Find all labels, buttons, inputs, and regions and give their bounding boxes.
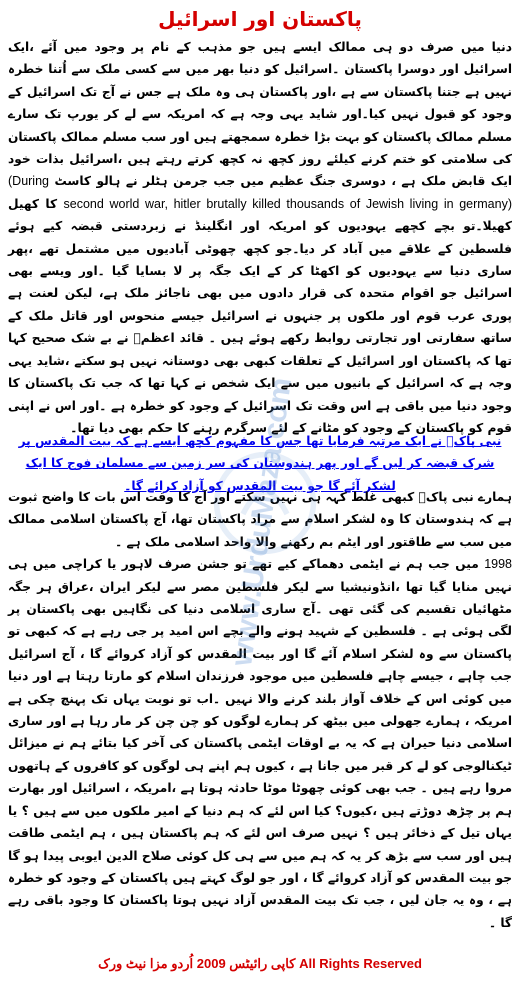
paragraph-body-text: ہمارے نبی پاکؐ کبھی غلط کہہ ہی نہیں سکتے اور آج کا وقت اس بات کا واضح ثبوت ہے کہ ہندوستان کا وہ لشکر اسلام سے مراد پاکستان تھا، آج پاکستان اسلامی ممالک میں سب سے طاقتور اور ایٹم بم رکھنے والا واحد اسلامی ملک ہے ۔ bbox=[8, 490, 512, 549]
paragraph-body bbox=[8, 486, 512, 936]
copyright-footer: کاپی رائیٹس 2009 اُردو مزا نیٹ ورک All Rights Reserved bbox=[98, 956, 422, 971]
paragraph-body-continued: میں جب ہم نے ایٹمی دھماکے کیے تھے تو جشن صرف لاہور یا کراچی میں ہی نہیں منایا گیا تھا ،انڈونیشیا سے لیکر فلسطین مصر سے لیکر ایران ،عراق ہر جگہ مٹھائیاں تقسیم کی گئی تھی ۔آج ساری اسلامی دنیا کی نگاہیں بھی پاکستان پر لگی ہوئی ہے ۔ فلسطین کے شہید ہونے والے بچے اس امید پر جی رہے ہے کہ کبھی تو پاکستان سے وہ لشکر اسلام آئے گا اور بیت المقدس کو آزاد کروائے گا ، آج اسرائیل جب چاہے ، جیسے چاہے فلسطین میں موجود فرزندان اسلام کو مارتا رہتا ہے اور دنیا میں کوئی اس کے خلاف آواز بلند کرنے والا نہیں ۔اب تو نوبت یہاں تک پہنچ چکی ہے امریکہ ، ہمارے جھولی میں بیٹھ کر ہمارے لوگوں کو چن چن کر مار رہا ہے اور ساری اسلامی دنیا حیران ہے کہ یہ بے اوقات ایٹمی پاکستان کی آخر کیا بتائے ہم نے میزائل ٹیکنالوجی کو لے کر قبر میں جانا ہے ، کیوں ہم اپنے ہی لوگوں کو کافروں کے ہاتھوں مروا رہے ہیں ۔ جب بھی کوئی چھوٹا موٹا حادثہ ہوتا ہے ،امریکہ ، اسرائیل اور بھارت ہم پر چڑھ دوڑتے ہیں ،کیوں؟ کیا اس لئے کہ ہم دنیا کے امیر ملکوں میں سے ہیں ؟ یا یہاں تیل کے ذخائر ہیں ؟ نہیں صرف اس لئے کہ ہم پاکستان ہیں ، ہم ایٹمی طاقت ہیں اور سب سے بڑھ کر یہ کہ ہم میں سے ہی کل کوئی صلاح الدین ایوبی پیدا ہو گا جو بیت المقدس کو آزاد کروائے گا ، اور جو لوگ کہتے ہیں پاکستان کے وجود کو خطرہ ہے ، وہ یہ جان لیں ، جب تک بیت المقدس آزاد نہیں ہوتا پاکستان کا وجود باقی رہے گا ۔ bbox=[8, 557, 512, 930]
paragraph-intro-continued: کا کھیل کھیلا۔تو بچے کچھے یہودیوں کو امریکہ اور انگلینڈ نے زبردستی قبضہ کیے ہوئے فلسطین کے علاقے میں آباد کر دیا۔جو کچھ چھوٹی آبادیوں میں مشتمل تھے ،پھر ساری دنیا سے یہودیوں کو اکھٹا کر کے ایک جگہ پر لا بسایا گیا ۔اور ویسے بھی اسرائیل جو اقوام متحدہ کی قرار دادوں میں بھی ناجائز ملک ہے، لیکن لعنت ہے پوری عرب قوم اور ملکوں پر جنہوں نے اسرائیل جیسے منحوس اور قاتل ملک کے ساتھ سفارتی اور تجارتی روابط رکھے ہوئے ہیں ۔ قائد اعظمؒ نے بے شک صحیح کہا تھا کہ پاکستان اور اسرائیل کے تعلقات کبھی بھی دوستانہ نہیں ہو سکتے ،شاید یہی وجہ ہے کہ اسرائیل کے بانیوں میں سے ایک شخص نے کہا تھا کہ جب تک پاکستان کا وجود دنیا میں باقی ہے اس وقت تک اسرائیل کے وجود کو خطرہ ہے ۔اور اس نے اپنی قوم کو پاکستان کے وجود کو مٹانے کے لئے سرگرم رہنے کا حکم بھی دیا تھا۔ bbox=[8, 196, 512, 435]
watermark-text: www.UrduMaza.com bbox=[225, 375, 299, 668]
year-label: 1998 bbox=[484, 557, 512, 572]
english-note: (During second world war, hitler brutally killed thousands of Jewish living in germany) bbox=[8, 174, 512, 211]
hadith-link[interactable]: نبی پاکؐ نے ایک مرتبہ فرمایا تھا جس کا مفہوم کچھ ایسے ہے کہ بیت المقدس پر شرک قبضہ کر لیں گے اور پھر ہندوستان کی سر زمین سے مسلمان فوج کا ایک لشکر آئے گا جو بیت المقدس کو آزاد کرائے گا۔ bbox=[18, 434, 502, 493]
paragraph-intro-text: دنیا میں صرف دو ہی ممالک ایسے ہیں جو مذہب کے نام پر وجود میں آئے ،ایک اسرائیل اور دوسرا پاکستان ۔اسرائیل کو دنیا بھر میں سے کسی ملک سے اُتنا خطرہ نہیں ہے جتنا پاکستان سے ہے ،اور پاکستان ہی وہ ملک ہے جس نے آج تک اسرائیل کے وجود کو قبول نہیں کیا۔اور شاید یہی وجہ ہے کہ امریکہ سے لے کر یورپ تک سارے مسلم ممالک پاکستان کو بہت بڑا خطرہ سمجھتے ہیں اور سب مسلم ممالک پاکستان کی سلامتی کو ختم کرنے کیلئے روز کچھ نہ کچھ کرتے رہتے ہیں ،اسرائیل بذات خود ایک قابض ملک ہے ، دوسری جنگ عظیم میں جب جرمن ہٹلر نے ہالو کاسٹ bbox=[8, 40, 512, 189]
article-title: پاکستان اور اسرائیل bbox=[158, 7, 362, 31]
paragraph-intro bbox=[8, 36, 512, 435]
